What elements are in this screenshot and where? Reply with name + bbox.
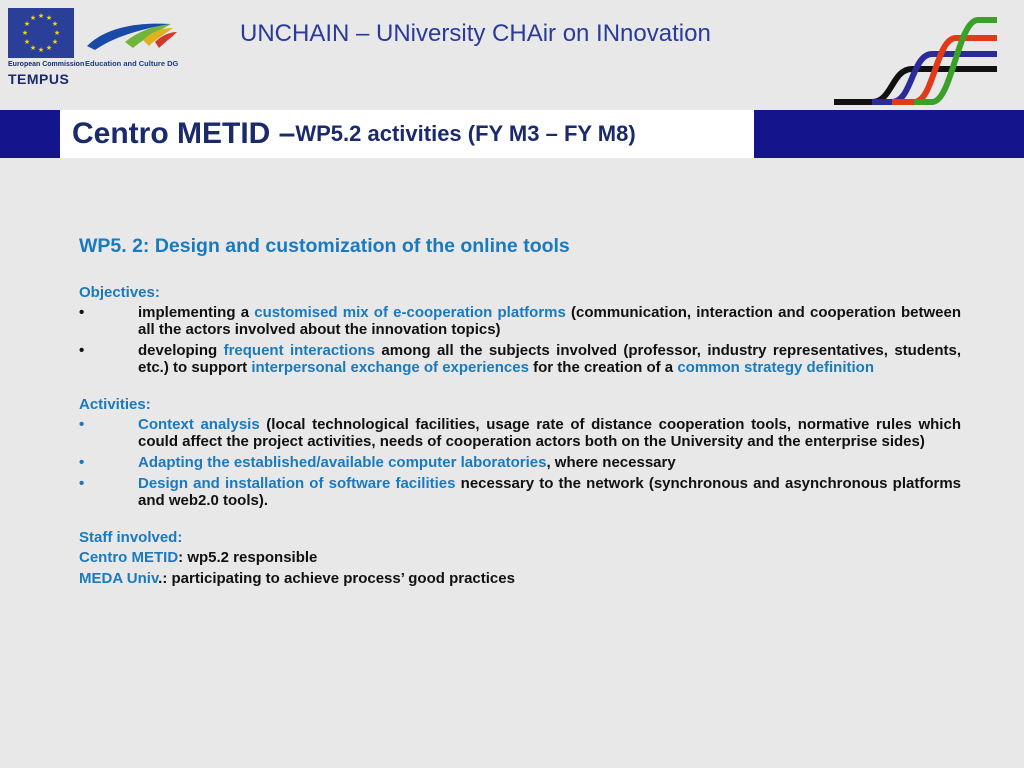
- highlight-text: customised mix of e-cooperation platforms: [254, 304, 566, 321]
- staff-org: Centro METID: [79, 549, 179, 566]
- staff-label: Staff involved:: [79, 529, 183, 546]
- list-item: [79, 416, 961, 450]
- item-text: necessary to the network (synchronous and asynchronous platforms and web2.0 tools).: [138, 475, 961, 509]
- slide-subtitle: WP5. 2: Design and customization of the online tools: [79, 235, 570, 257]
- european-commission-label: European Commission: [8, 61, 85, 68]
- activities-label: Activities:: [79, 396, 151, 413]
- svg-text:★: ★: [29, 14, 37, 22]
- bullet: •: [79, 416, 85, 433]
- bullet: •: [79, 342, 85, 359]
- svg-text:★: ★: [51, 38, 59, 46]
- highlight-text: common strategy definition: [677, 359, 874, 376]
- item-text: among all the subjects involved (professor, industry representatives, students, etc.) to support: [138, 342, 962, 376]
- objectives-label: Objectives:: [79, 284, 160, 301]
- highlight-text: Design and installation of software facilities: [138, 475, 456, 492]
- staff-role: .: participating to achieve process’ good practices: [158, 570, 515, 587]
- header-title: UNCHAIN – UNiversity CHAir on INnovation: [240, 20, 711, 47]
- activities-list: [79, 416, 961, 509]
- svg-text:★: ★: [45, 14, 53, 22]
- item-text: , where necessary: [546, 454, 676, 471]
- list-item: [79, 454, 961, 471]
- highlight-text: Adapting the established/available computer laboratories: [138, 454, 547, 471]
- slide-content: [79, 235, 962, 591]
- highlight-text: frequent interactions: [223, 342, 375, 359]
- unchain-stripes-logo-icon: [832, 14, 1002, 109]
- list-item: [79, 304, 961, 338]
- highlight-text: interpersonal exchange of experiences: [251, 359, 529, 376]
- staff-org: MEDA Univ: [79, 570, 159, 587]
- item-text: for the creation of a: [528, 359, 678, 376]
- svg-text:★: ★: [51, 20, 59, 28]
- svg-text:★: ★: [45, 44, 53, 52]
- svg-text:★: ★: [23, 38, 31, 46]
- tempus-label: TEMPUS: [8, 71, 70, 87]
- education-culture-label: Education and Culture DG: [85, 59, 179, 68]
- highlight-text: Context analysis: [138, 416, 260, 433]
- svg-text:★: ★: [23, 20, 31, 28]
- list-item: [79, 342, 961, 376]
- item-text: (communication, interaction and cooperation between all the actors involved about the innovation topics): [138, 304, 962, 338]
- item-text: implementing a: [138, 304, 255, 321]
- svg-text:★: ★: [21, 29, 29, 37]
- slide-title: [60, 110, 754, 158]
- objectives-list: [79, 304, 961, 376]
- item-text: (local technological facilities, usage rate of distance cooperation tools, normative rules which could affect the project activities, needs of cooperation actors both on the University and the enterprise sides): [138, 416, 961, 450]
- bullet: •: [79, 304, 85, 321]
- bullet: •: [79, 475, 85, 492]
- list-item: [79, 475, 961, 509]
- slide-title-sub: WP5.2 activities (FY M3 – FY M8): [295, 121, 636, 146]
- svg-text:★: ★: [37, 12, 45, 20]
- bullet: •: [79, 454, 85, 471]
- staff-entry: [79, 570, 961, 587]
- eu-flag-icon: [8, 8, 74, 58]
- slide-title-main: Centro METID –: [72, 117, 296, 150]
- item-text: developing: [138, 342, 224, 359]
- staff-entry: [79, 549, 961, 566]
- staff-role: : wp5.2 responsible: [178, 549, 318, 566]
- svg-text:★: ★: [29, 44, 37, 52]
- svg-text:★: ★: [37, 46, 45, 54]
- svg-text:★: ★: [53, 29, 61, 37]
